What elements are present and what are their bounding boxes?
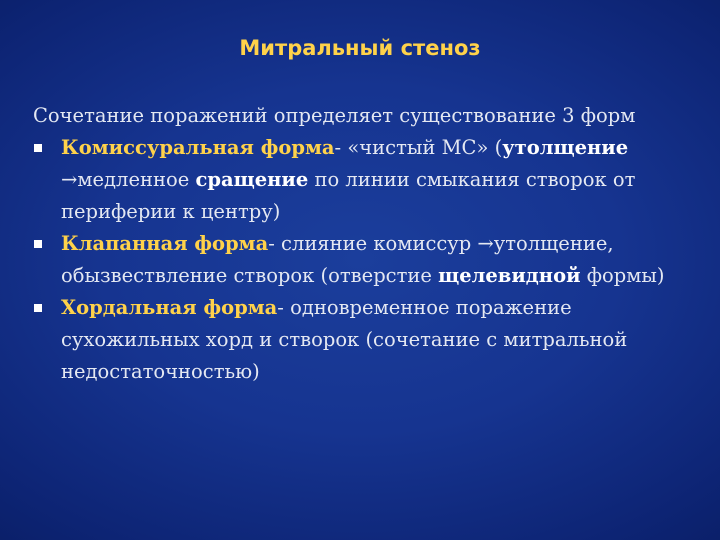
bullet-text: →медленное: [61, 168, 196, 191]
bullet-commissural-form: [33, 132, 705, 228]
form-name: Клапанная форма: [61, 232, 269, 255]
slide-title: Митральный стеноз: [239, 36, 481, 60]
emphasis-text: утолщение: [502, 136, 629, 159]
form-name: Комиссуральная форма: [61, 136, 335, 159]
intro-text: Сочетание поражений определяет существование 3 форм: [33, 104, 636, 127]
bullet-text: по линии смыкания створок от периферии к центру): [61, 168, 636, 223]
bullet-valvular-form: [33, 228, 705, 292]
bullet-chordal-form: [33, 292, 705, 388]
emphasis-text: щелевидной: [438, 264, 581, 287]
bullet-text: - одновременное поражение сухожильных хорд и створок (сочетание с митральной недостаточностью): [61, 296, 628, 383]
square-bullet-icon: [34, 304, 42, 312]
emphasis-text: сращение: [195, 168, 309, 191]
bullet-text: - «чистый МС» (: [334, 136, 503, 159]
bullet-text: - слияние комиссур →утолщение, обызвествление створок (отверстие: [61, 232, 614, 287]
square-bullet-icon: [34, 240, 42, 248]
slide-content: [33, 100, 705, 388]
bullet-text: формы): [580, 264, 665, 287]
square-bullet-icon: [34, 144, 42, 152]
form-name: Хордальная форма: [61, 296, 278, 319]
